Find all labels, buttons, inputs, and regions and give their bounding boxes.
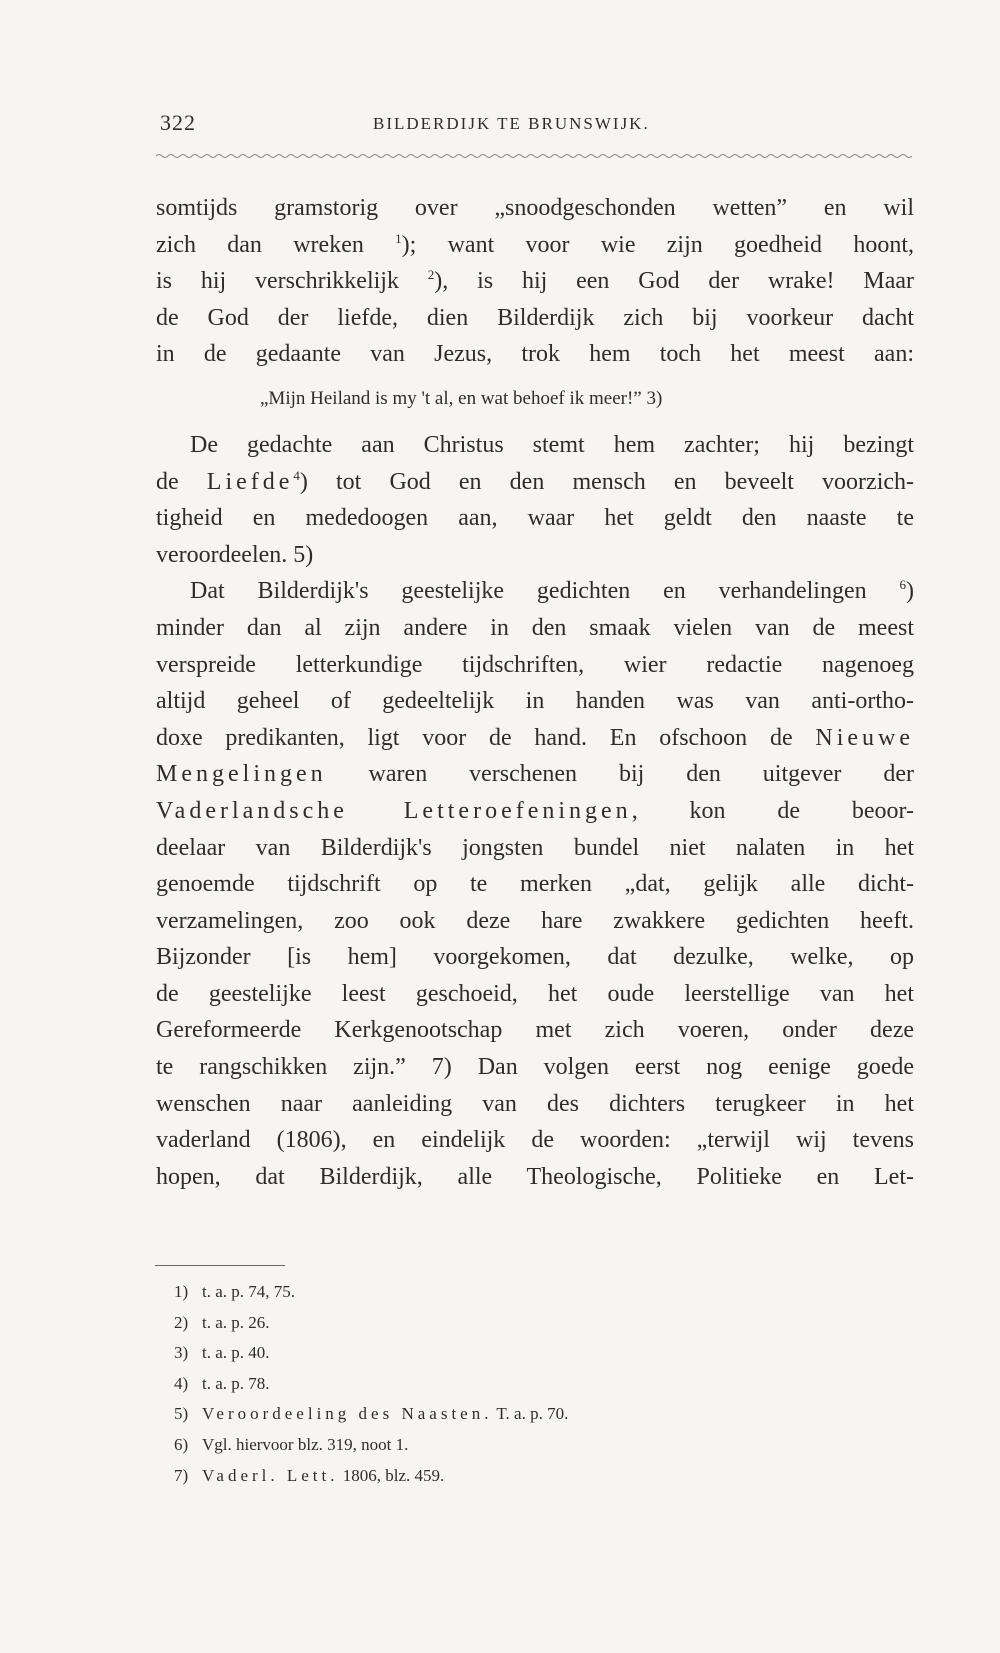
text-line: deelaar van Bilderdijk's jongsten bundel niet nalaten in het bbox=[156, 834, 914, 861]
text-line: de Liefde$^4$) tot God en den mensch en beveelt voorzich- bbox=[156, 467, 915, 495]
block-quote: „Mijn Heiland is my 't al, en wat behoef ik meer!” 3) bbox=[260, 387, 663, 409]
text-line: de geestelijke leest geschoeid, het oude leerstellige van het bbox=[156, 980, 914, 1007]
spaced-emphasis: Vaderlandsche Letteroefeningen bbox=[156, 797, 632, 824]
spaced-emphasis: Liefde bbox=[206, 468, 294, 495]
footnote-ref: 6 bbox=[899, 577, 906, 593]
footnote-ref: 2 bbox=[427, 267, 435, 283]
text-line: in de gedaante van Jezus, trok hem toch het meest aan: bbox=[156, 341, 914, 368]
text-line: Dat Bilderdijk's geestelijke gedichten en verhandelingen $^6$) bbox=[190, 577, 914, 605]
text-line: somtijds gramstorig over „snoodgeschonden wetten” en wil bbox=[156, 195, 914, 221]
text-line: wenschen naar aanleiding van des dichters terugkeer in het bbox=[156, 1090, 914, 1117]
footnote-text: 1806, blz. 459. bbox=[338, 1465, 445, 1485]
text-line: Mengelingen waren verschenen bij den uitgever der bbox=[156, 761, 914, 788]
text-line: tigheid en mededoogen aan, waar het geldt den naaste te bbox=[156, 505, 914, 532]
footnote-ref: 1 bbox=[395, 230, 402, 246]
footnote-mark: 2) bbox=[174, 1312, 189, 1332]
text-line: minder dan al zijn andere in den smaak vielen van de meest bbox=[156, 614, 914, 641]
footnote bbox=[174, 1308, 874, 1339]
text-line: Vaderlandsche Letteroefeningen, kon de beoor- bbox=[156, 797, 915, 824]
footnote-text: t. a. p. 78. bbox=[202, 1373, 270, 1393]
footnote bbox=[174, 1369, 874, 1400]
footnote bbox=[174, 1461, 874, 1492]
footnote-text: T. a. p. 70. bbox=[492, 1404, 569, 1424]
footnote-spaced-title: Vaderl. Lett. bbox=[202, 1465, 339, 1485]
footnote-mark: 1) bbox=[174, 1282, 189, 1301]
footnote bbox=[174, 1430, 874, 1461]
text-line: hopen, dat Bilderdijk, alle Theologische, Politieke en Let- bbox=[156, 1163, 914, 1190]
footnote-mark: 3) bbox=[174, 1343, 189, 1363]
text-line: is hij verschrikkelijk $^2$), is hij een God der wrake! Maar bbox=[156, 267, 915, 295]
footnote-text: Vgl. hiervoor blz. 319, noot 1. bbox=[202, 1434, 409, 1454]
footnote-ref: 4 bbox=[293, 467, 300, 483]
body-text bbox=[156, 190, 914, 1195]
text-line: Bijzonder [is hem] voorgekomen, dat dezulke, welke, op bbox=[156, 944, 914, 971]
footnote bbox=[174, 1399, 874, 1430]
text-line: de God der liefde, dien Bilderdijk zich bij voorkeur dacht bbox=[156, 304, 914, 331]
text-line: altijd geheel of gedeeltelijk in handen was van anti-ortho- bbox=[156, 688, 914, 715]
footnote-mark: 5) bbox=[174, 1404, 189, 1424]
text-line: Gereformeerde Kerkgenootschap met zich voeren, onder deze bbox=[156, 1017, 914, 1044]
text-line: zich dan wreken $^1$); want voor wie zijn goedheid hoont, bbox=[156, 230, 914, 258]
footnotes bbox=[174, 1277, 874, 1491]
text-line: genoemde tijdschrift op te merken „dat, gelijk alle dicht- bbox=[156, 871, 914, 898]
text-line: doxe predikanten, ligt voor de hand. En ofschoon de Nieuwe bbox=[156, 724, 914, 751]
running-title: BILDERDIJK TE BRUNSWIJK. bbox=[373, 114, 650, 133]
footnote-mark: 7) bbox=[174, 1465, 189, 1485]
text-line: verspreide letterkundige tijdschriften, wier redactie nagenoeg bbox=[156, 651, 914, 678]
footnote-spaced-title: Veroordeeling des Naasten. bbox=[202, 1404, 493, 1424]
spaced-emphasis: Mengelingen bbox=[156, 761, 327, 788]
footnote bbox=[174, 1277, 874, 1308]
footnote-mark: 4) bbox=[174, 1373, 189, 1393]
footnote-text: t. a. p. 26. bbox=[202, 1312, 270, 1332]
footnote-text: t. a. p. 74, 75. bbox=[202, 1282, 296, 1301]
footnote bbox=[174, 1338, 874, 1369]
footnote-separator bbox=[155, 1265, 285, 1266]
text-line: te rangschikken zijn.” 7) Dan volgen eerst nog eenige goede bbox=[156, 1054, 914, 1081]
text-line: De gedachte aan Christus stemt hem zachter; hij bezingt bbox=[190, 431, 914, 458]
spaced-emphasis: Nieuwe bbox=[815, 724, 914, 751]
page-number: 322 bbox=[160, 110, 196, 135]
text-line: verzamelingen, zoo ook deze hare zwakkere gedichten heeft. bbox=[156, 907, 914, 934]
text-line: vaderland (1806), en eindelijk de woorden: „terwijl wij tevens bbox=[156, 1127, 914, 1154]
text-line: veroordeelen. 5) bbox=[156, 541, 314, 568]
header-ornamental-rule bbox=[156, 152, 914, 160]
footnote-mark: 6) bbox=[174, 1434, 189, 1454]
page-header bbox=[158, 110, 912, 150]
footnote-text: t. a. p. 40. bbox=[202, 1343, 270, 1363]
